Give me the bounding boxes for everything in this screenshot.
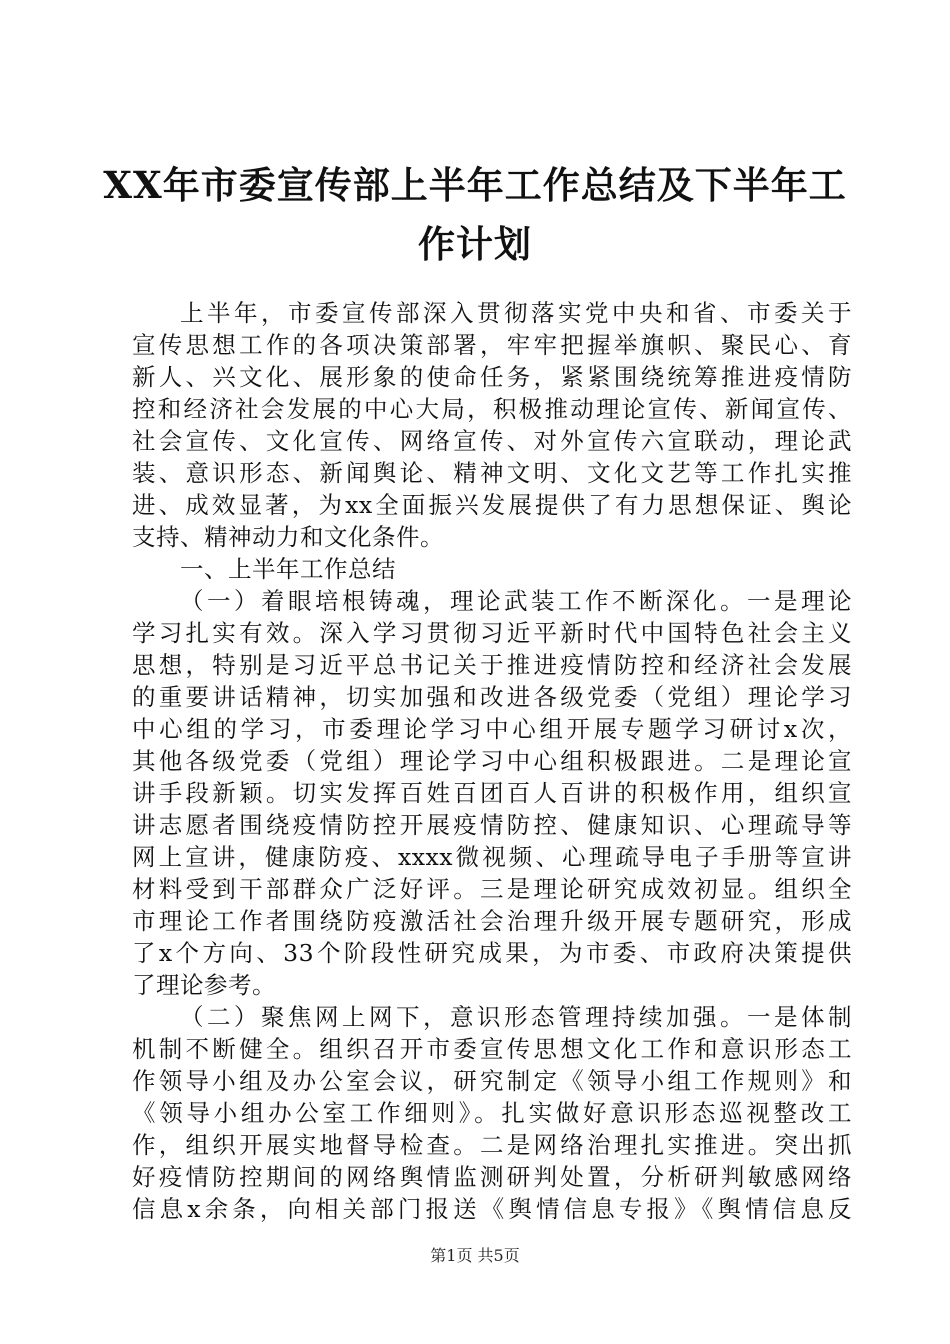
page-footer: 第1页 共5页 [430,1246,520,1265]
paragraph-line: 作，组织开展实地督导检查。二是网络治理扎实推进。突出抓 [132,1131,852,1159]
document-title-line-2: 作计划 [418,222,532,266]
paragraph-line: 了理论参考。 [132,971,276,999]
paragraph-line: 讲手段新颖。切实发挥百姓百团百人百讲的积极作用，组织宣 [132,779,852,807]
paragraph-line: 装、意识形态、新闻舆论、精神文明、文化文艺等工作扎实推 [132,459,852,487]
paragraph-line: （一）着眼培根铸魂，理论武装工作不断深化。一是理论 [180,587,852,615]
paragraph-line: 控和经济社会发展的中心大局，积极推动理论宣传、新闻宣传、 [132,395,852,423]
paragraph-line: 网上宣讲，健康防疫、xxxx微视频、心理疏导电子手册等宣讲 [132,843,852,871]
paragraph-line: （二）聚焦网上网下，意识形态管理持续加强。一是体制 [180,1003,852,1031]
paragraph-line: 宣传思想工作的各项决策部署，牢牢把握举旗帜、聚民心、育 [132,331,852,359]
paragraph-line: 社会宣传、文化宣传、网络宣传、对外宣传六宣联动，理论武 [132,427,852,455]
paragraph-line: 讲志愿者围绕疫情防控开展疫情防控、健康知识、心理疏导等 [132,811,852,839]
paragraph-line: 了x个方向、33个阶段性研究成果，为市委、市政府决策提供 [132,939,852,967]
paragraph-line: 支持、精神动力和文化条件。 [132,523,444,551]
paragraph-line: 学习扎实有效。深入学习贯彻习近平新时代中国特色社会主义 [132,619,852,647]
paragraph-line: 机制不断健全。组织召开市委宣传思想文化工作和意识形态工 [132,1035,852,1063]
paragraph-line: 材料受到干部群众广泛好评。三是理论研究成效初显。组织全 [132,875,852,903]
section-heading: 一、上半年工作总结 [180,555,396,583]
document-title-line-1: XX年市委宣传部上半年工作总结及下半年工 [103,163,847,207]
paragraph-line: 思想，特别是习近平总书记关于推进疫情防控和经济社会发展 [132,651,852,679]
paragraph-line: 好疫情防控期间的网络舆情监测研判处置，分析研判敏感网络 [132,1163,852,1191]
paragraph-line: 市理论工作者围绕防疫激活社会治理升级开展专题研究，形成 [132,907,852,935]
paragraph-line: 作领导小组及办公室会议，研究制定《领导小组工作规则》和 [132,1067,852,1095]
paragraph-line: 其他各级党委（党组）理论学习中心组积极跟进。二是理论宣 [132,747,852,775]
paragraph-line: 上半年，市委宣传部深入贯彻落实党中央和省、市委关于 [180,299,852,327]
paragraph-line: 进、成效显著，为xx全面振兴发展提供了有力思想保证、舆论 [132,491,852,519]
paragraph-line: 《领导小组办公室工作细则》。扎实做好意识形态巡视整改工 [132,1099,852,1127]
paragraph-line: 的重要讲话精神，切实加强和改进各级党委（党组）理论学习 [132,683,852,711]
paragraph-line: 新人、兴文化、展形象的使命任务，紧紧围绕统筹推进疫情防 [132,363,852,391]
paragraph-line: 中心组的学习，市委理论学习中心组开展专题学习研讨x次， [132,715,852,743]
paragraph-line: 信息x余条，向相关部门报送《舆情信息专报》《舆情信息反 [132,1195,852,1223]
